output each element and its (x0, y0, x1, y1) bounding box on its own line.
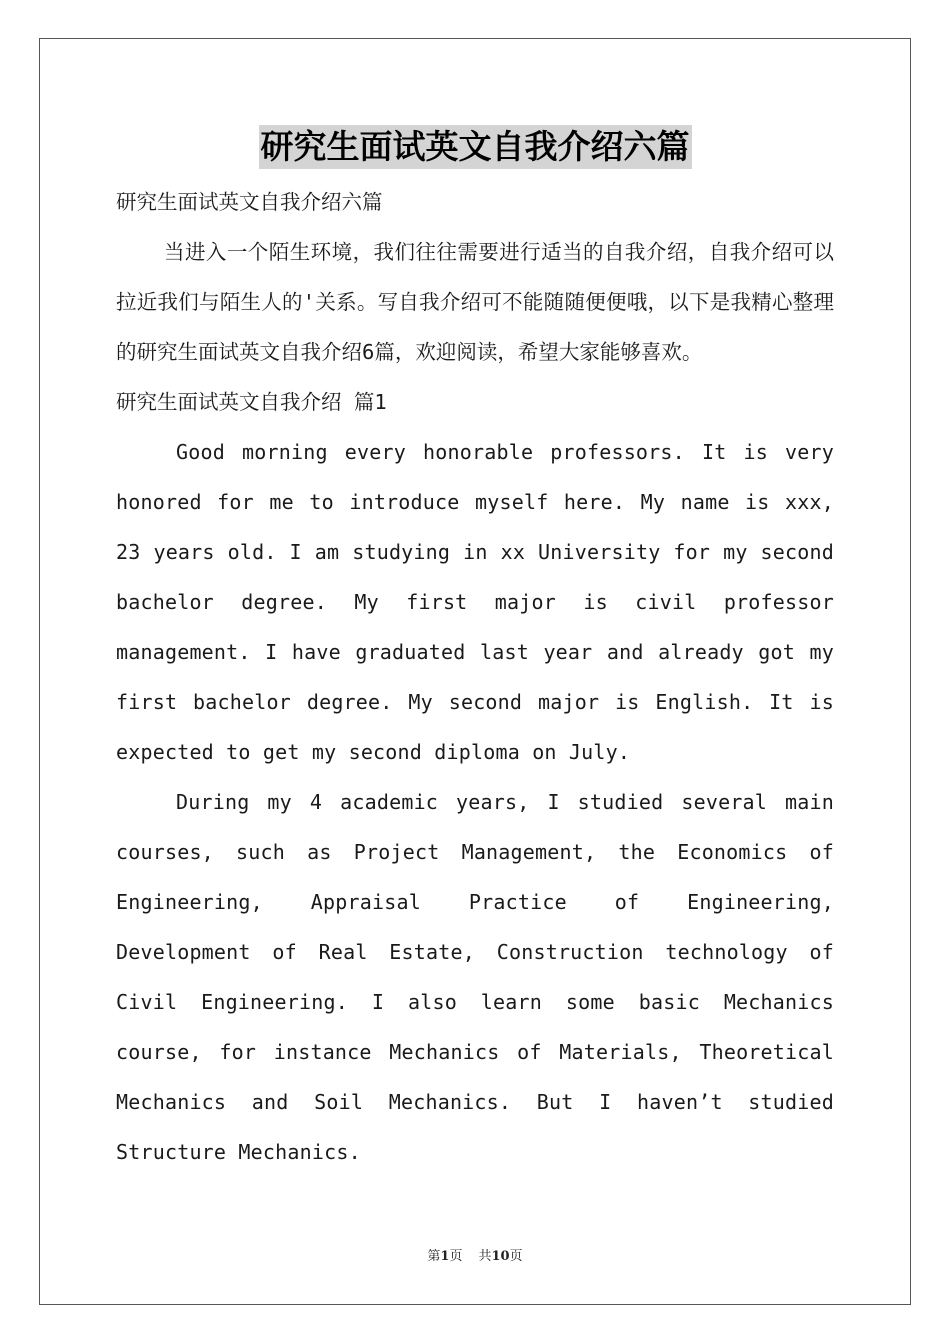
document-body (116, 177, 834, 1177)
total-pages: 10 (491, 1249, 510, 1264)
total-suffix: 页 (509, 1249, 523, 1264)
page-prefix: 第 (427, 1249, 441, 1264)
body-paragraph-2: During my 4 academic years, I studied several main courses, such as Project Management, the Economics of Engineering, Appraisal Practice of Engineering, Development of Real Estate, Construction technology of Civil Engineering. I also learn some basic Mechanics course, for instance Mechanics of Materials, Theoretical Mechanics and Soil Mechanics. But I haven’t studied Structure Mechanics. (116, 790, 834, 1164)
intro-paragraph: 当进入一个陌生环境，我们往往需要进行适当的自我介绍，自我介绍可以拉近我们与陌生人的'关系。写自我介绍可不能随随便便哦，以下是我精心整理的研究生面试英文自我介绍6篇，欢迎阅读，希望大家能够喜欢。 (116, 240, 834, 364)
document-title: 研究生面试英文自我介绍六篇 (259, 125, 692, 169)
page-footer (0, 1245, 950, 1264)
page-number: 1 (440, 1249, 450, 1264)
section-heading: 研究生面试英文自我介绍 篇1 (116, 390, 387, 414)
document-subtitle: 研究生面试英文自我介绍六篇 (116, 190, 383, 214)
body-paragraph-1: Good morning every honorable professors. It is very honored for me to introduce myself here. My name is xxx, 23 years old. I am studying in xx University for my second bachelor degree. My first major is civil professor management. I have graduated last year and already got my first bachelor degree. My second major is English. It is expected to get my second diploma on July. (116, 440, 834, 764)
page-suffix: 页 (449, 1249, 463, 1264)
title-container (0, 125, 950, 169)
total-prefix: 共 (478, 1249, 492, 1264)
